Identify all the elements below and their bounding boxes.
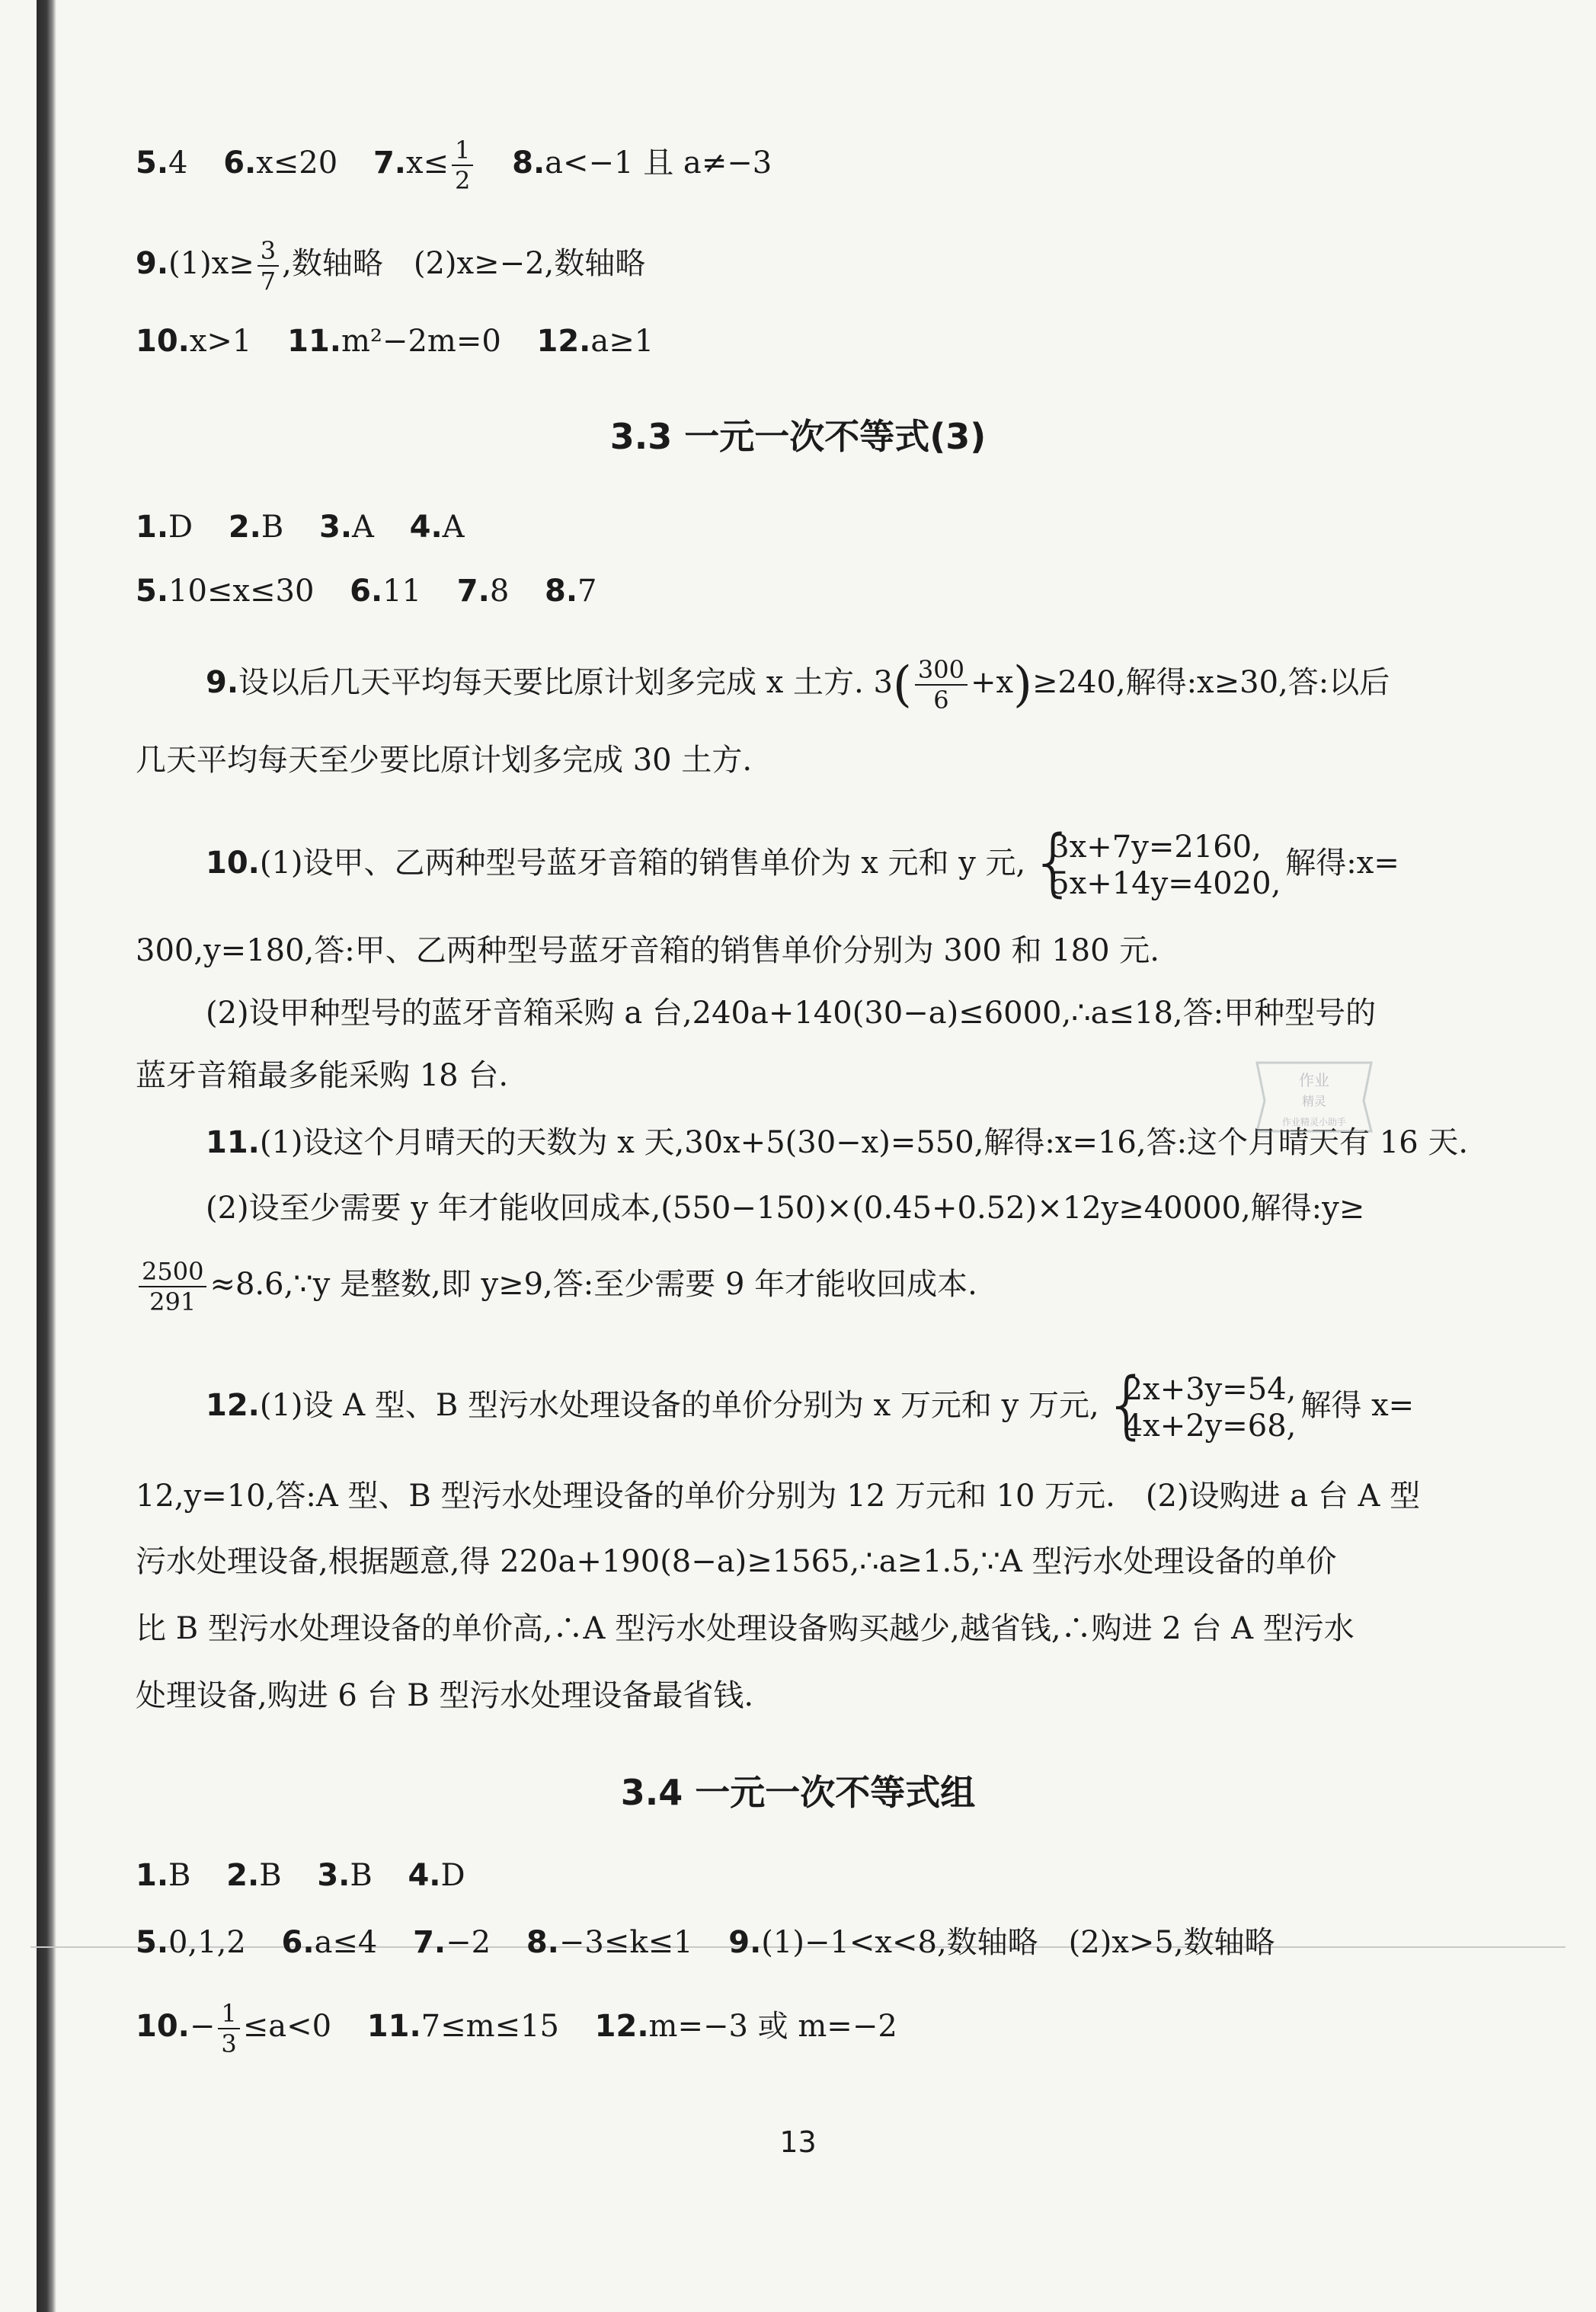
- book-spine: [37, 0, 56, 2312]
- answer-number: 10.: [136, 324, 190, 359]
- fraction: [257, 236, 279, 296]
- answer-line-10-12: [136, 318, 1482, 364]
- answer-number: 3.: [317, 1858, 350, 1893]
- answer-value: B: [168, 1858, 191, 1893]
- answer-text: (1)x≥: [168, 246, 254, 281]
- fraction-numerator: 2500: [139, 1257, 206, 1287]
- equation-system: [1103, 1362, 1297, 1447]
- answer-number: 12.: [594, 2009, 649, 2044]
- answer-line-5-8: [136, 568, 1482, 614]
- answer-value: m²−2m=0: [341, 324, 501, 359]
- answer-number: 10.: [206, 846, 260, 881]
- answer-12-line-5: 处理设备,购进 6 台 B 型污水处理设备最省钱.: [136, 1678, 754, 1713]
- fraction: [218, 1999, 239, 2058]
- answer-text: +x: [970, 665, 1014, 700]
- stamp-bottom-text: 作业精灵小助手: [1281, 1117, 1347, 1127]
- answer-line-1-4: [136, 1853, 1482, 1898]
- fraction-numerator: 3: [257, 236, 279, 267]
- answer-number: 9.: [136, 246, 169, 281]
- answer-number: 4.: [409, 510, 443, 545]
- brace: {: [1103, 1362, 1150, 1447]
- answer-12-line-4: 比 B 型污水处理设备的单价高,∴A 型污水处理设备购买越少,越省钱,∴购进 2 台 A 型污水: [136, 1611, 1355, 1646]
- answer-value: 10≤x≤30: [168, 574, 315, 609]
- answer-11-line-3: [136, 1257, 1482, 1316]
- section-title-3-4: 3.4 一元一次不等式组: [620, 1772, 976, 1813]
- answer-12-line-3: 污水处理设备,根据题意,得 220a+190(8−a)≥1565,∴a≥1.5,∵A 型污水处理设备的单价: [136, 1544, 1337, 1579]
- section-title-3-3: 3.3 一元一次不等式(3): [609, 416, 987, 457]
- answer-number: 8.: [526, 1925, 559, 1960]
- answer-number: 2.: [226, 1858, 260, 1893]
- answer-number: 3.: [318, 510, 353, 545]
- answer-value: a≥1: [590, 324, 654, 359]
- answer-text: (1)设 A 型、B 型污水处理设备的单价分别为 x 万元和 y 万元,: [259, 1388, 1099, 1423]
- answer-number: 10.: [136, 2009, 190, 2044]
- answer-number: 9.: [206, 665, 239, 700]
- right-paren: ): [1013, 657, 1032, 713]
- equation: 4x+2y=68,: [1123, 1409, 1297, 1444]
- answer-value: A: [352, 510, 374, 545]
- fraction-denominator: 2: [455, 166, 471, 195]
- answer-9-line-1: [206, 655, 1482, 715]
- answer-value: −3≤k≤1: [558, 1925, 693, 1960]
- equation: 5x+14y=4020,: [1050, 866, 1281, 901]
- stamp-top-text: 作业: [1299, 1071, 1329, 1089]
- page-number: 13: [779, 2125, 817, 2159]
- answer-12-line-2: 12,y=10,答:A 型、B 型污水处理设备的单价分别为 12 万元和 10 万元. (2)设购进 a 台 A 型: [136, 1479, 1421, 1514]
- answer-number: 8.: [545, 574, 578, 609]
- answer-number: 4.: [408, 1858, 441, 1893]
- answer-text: (1)设甲、乙两种型号蓝牙音箱的销售单价为 x 元和 y 元,: [259, 846, 1026, 881]
- answer-value: (1)−1<x<8,数轴略 (2)x>5,数轴略: [761, 1925, 1275, 1960]
- answer-number: 11.: [287, 324, 341, 359]
- answer-value: B: [261, 510, 284, 545]
- answer-number: 8.: [512, 145, 545, 181]
- answer-value: 4: [168, 145, 188, 181]
- equation: 3x+7y=2160,: [1050, 830, 1262, 865]
- equation-system: [1030, 820, 1281, 905]
- answer-value: 7≤m≤15: [421, 2009, 559, 2044]
- answer-value: a<−1 且 a≠−3: [545, 145, 772, 181]
- answer-number: 1.: [136, 510, 169, 545]
- fraction: [915, 655, 968, 715]
- answer-number: 7.: [373, 145, 406, 181]
- answer-number: 12.: [206, 1388, 260, 1423]
- answer-value: x>1: [189, 324, 252, 359]
- answer-value: −: [189, 2009, 216, 2044]
- answer-10-line-2: 300,y=180,答:甲、乙两种型号蓝牙音箱的销售单价分别为 300 和 180 元.: [136, 933, 1159, 968]
- fraction-denominator: 6: [933, 686, 949, 715]
- answer-text: (1)设这个月晴天的天数为 x 天,30x+5(30−x)=550,解得:x=16,答:这个月晴天有 16 天.: [259, 1125, 1469, 1160]
- fraction: [139, 1257, 206, 1316]
- answer-number: 6.: [223, 145, 257, 181]
- answer-value: D: [440, 1858, 465, 1893]
- fraction-numerator: 1: [452, 136, 473, 166]
- answer-9-line-2: 几天平均每天至少要比原计划多完成 30 土方.: [136, 743, 753, 778]
- answer-value: −2: [446, 1925, 491, 1960]
- answer-number: 6.: [281, 1925, 315, 1960]
- stamp-mid-text: 精灵: [1301, 1094, 1327, 1108]
- answer-line-10-12: [136, 1999, 1482, 2058]
- answer-12-line-1: [206, 1362, 1482, 1447]
- fraction-numerator: 300: [915, 655, 968, 686]
- answer-11-line-2: (2)设至少需要 y 年才能收回成本,(550−150)×(0.45+0.52)×12y≥40000,解得:y≥: [206, 1191, 1365, 1226]
- answer-value: a≤4: [314, 1925, 378, 1960]
- answer-text: 设以后几天平均每天要比原计划多完成 x 土方. 3: [238, 665, 893, 700]
- fraction: [452, 136, 473, 195]
- answer-text: ≈8.6,∵y 是整数,即 y≥9,答:至少需要 9 年才能收回成本.: [209, 1267, 977, 1302]
- answer-value: 11: [382, 574, 422, 609]
- answer-value: ≤a<0: [242, 2009, 332, 2044]
- answer-line-1-4: [136, 504, 1482, 550]
- answer-value: x≤: [405, 145, 449, 181]
- answer-value: 7: [577, 574, 597, 609]
- left-paren: (: [892, 657, 912, 713]
- answer-number: 9.: [728, 1925, 762, 1960]
- answer-number: 5.: [136, 574, 169, 609]
- answer-line-9: [136, 236, 1482, 296]
- answer-number: 11.: [366, 2009, 421, 2044]
- answer-number: 12.: [536, 324, 591, 359]
- fraction-denominator: 291: [149, 1287, 197, 1316]
- answer-value: m=−3 或 m=−2: [648, 2009, 897, 2044]
- answer-value: 0,1,2: [168, 1925, 246, 1960]
- answer-number: 6.: [350, 574, 383, 609]
- answer-value: D: [168, 510, 194, 545]
- answer-10-line-4: 蓝牙音箱最多能采购 18 台.: [136, 1058, 509, 1093]
- answer-number: 7.: [456, 574, 490, 609]
- answer-line-5-8: [136, 136, 1482, 195]
- answer-number: 5.: [136, 1925, 169, 1960]
- brace: {: [1030, 820, 1077, 905]
- answer-text: ≥240,解得:x≥30,答:以后: [1032, 665, 1390, 700]
- answer-value: B: [259, 1858, 282, 1893]
- answer-number: 11.: [206, 1125, 260, 1160]
- answer-text: 解得 x=: [1300, 1388, 1415, 1423]
- equation: 2x+3y=54,: [1123, 1372, 1297, 1407]
- answer-text: 解得:x=: [1285, 846, 1399, 881]
- fraction-numerator: 1: [218, 1999, 239, 2029]
- fraction-denominator: 7: [260, 267, 277, 296]
- fraction-denominator: 3: [221, 2029, 237, 2058]
- answer-value: B: [350, 1858, 373, 1893]
- answer-number: 7.: [413, 1925, 446, 1960]
- answer-number: 5.: [136, 145, 169, 181]
- answer-number: 1.: [136, 1858, 169, 1893]
- answer-text: ,数轴略 (2)x≥−2,数轴略: [282, 246, 646, 281]
- answer-10-line-3: (2)设甲种型号的蓝牙音箱采购 a 台,240a+140(30−a)≤6000,∴a≤18,答:甲种型号的: [206, 996, 1377, 1031]
- answer-10-line-1: [206, 820, 1482, 905]
- answer-value: x≤20: [256, 145, 338, 181]
- watermark-stamp-icon: [1249, 1055, 1379, 1139]
- answer-value: 8: [489, 574, 510, 609]
- answer-line-5-9: [136, 1920, 1482, 1965]
- answer-value: A: [442, 510, 465, 545]
- answer-number: 2.: [228, 510, 261, 545]
